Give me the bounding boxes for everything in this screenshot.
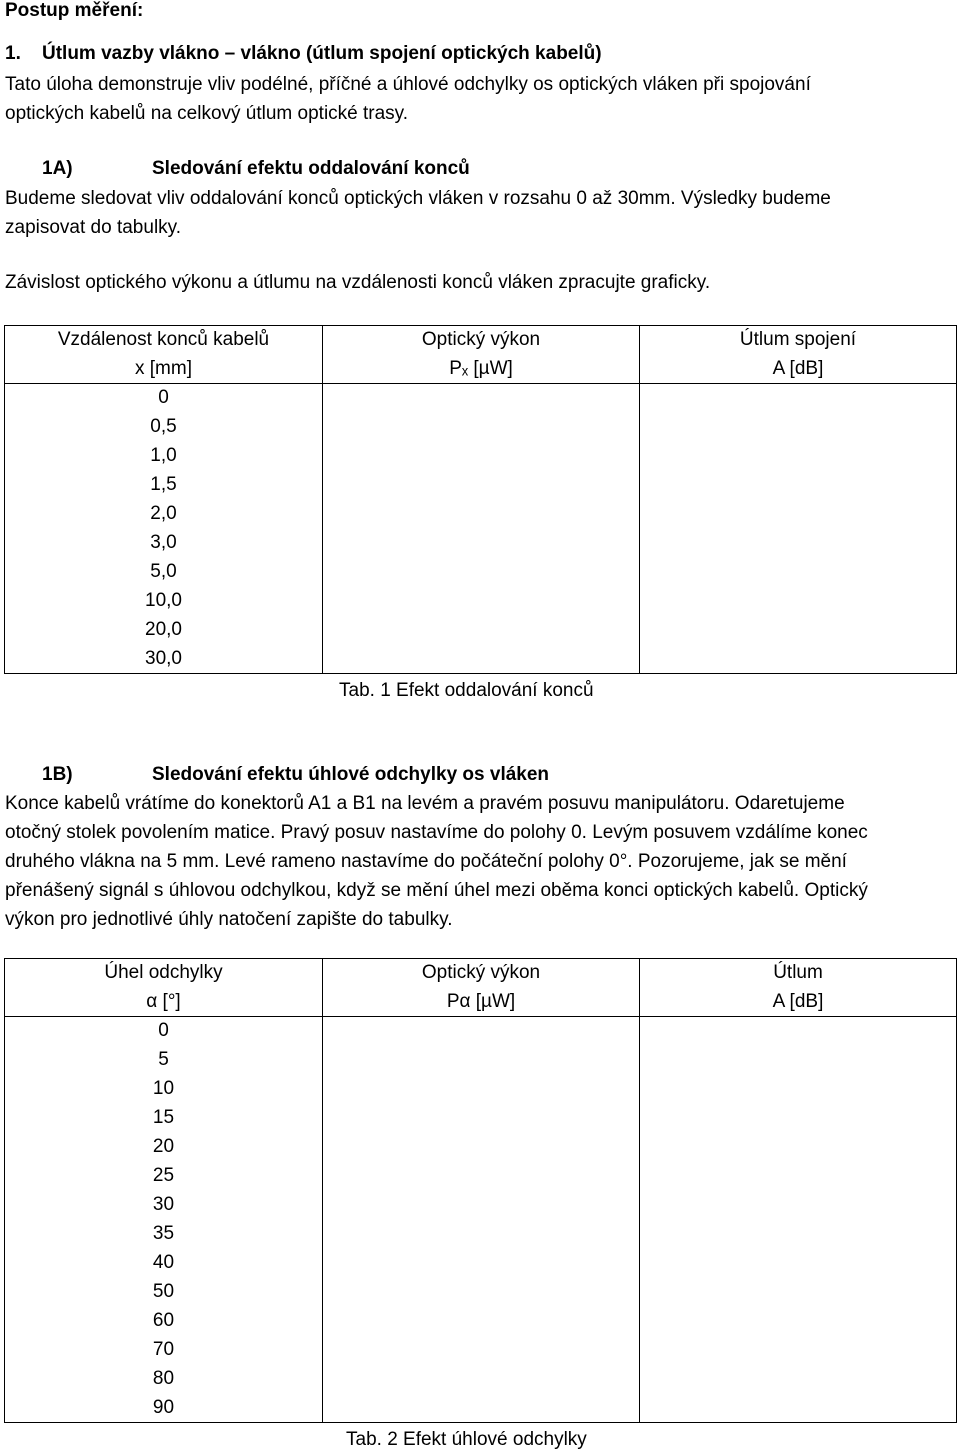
table2-cell-angle: 15: [5, 1104, 323, 1133]
table2-cell-power: [323, 1046, 640, 1075]
table2-caption: Tab. 2 Efekt úhlové odchylky: [346, 1429, 587, 1450]
table1-cell-distance: 0: [5, 384, 323, 413]
page-heading: Postup měření:: [5, 0, 144, 21]
table1-cell-distance: 1,0: [5, 442, 323, 471]
table1-cell-distance: 2,0: [5, 500, 323, 529]
table2-cell-power: [323, 1075, 640, 1104]
section1b-text-line: přenášený signál s úhlovou odchylkou, když se mění úhel mezi oběma konci optických kabelů. Optický: [5, 880, 868, 901]
table2-cell-attenuation: [640, 1307, 957, 1336]
table2-cell-attenuation: [640, 1133, 957, 1162]
section1-number: 1.: [5, 43, 21, 64]
table2-cell-power: [323, 1278, 640, 1307]
section1a-text: [5, 184, 955, 242]
table1-cell-attenuation: [640, 645, 957, 674]
section1a-note: Závislost optického výkonu a útlumu na vzdálenosti konců vláken zpracujte graficky.: [5, 272, 711, 293]
table2-cell-attenuation: [640, 1249, 957, 1278]
table1-cell-power: [323, 384, 640, 413]
table1-cell-power: [323, 413, 640, 442]
table1-cell-distance: 0,5: [5, 413, 323, 442]
table2-cell-attenuation: [640, 1046, 957, 1075]
table-2: [4, 958, 957, 1423]
table2-cell-power: [323, 1133, 640, 1162]
table1-cell-attenuation: [640, 471, 957, 500]
table2-cell-angle: 5: [5, 1046, 323, 1075]
section1b-label: 1B): [42, 764, 73, 785]
table2-header-attenuation-unit: A [dB]: [640, 988, 957, 1017]
table1-cell-power: [323, 587, 640, 616]
table1-cell-distance: 20,0: [5, 616, 323, 645]
table1-cell-distance: 3,0: [5, 529, 323, 558]
section1b-text-line: otočný stolek povolením matice. Pravý posuv nastavíme do polohy 0. Levým posuvem vzdálíme konec: [5, 822, 868, 843]
table2-cell-attenuation: [640, 1365, 957, 1394]
table2-cell-angle: 50: [5, 1278, 323, 1307]
table2-cell-power: [323, 1365, 640, 1394]
table1-cell-power: [323, 471, 640, 500]
table1-header-distance: Vzdálenost konců kabelů: [5, 326, 323, 355]
table2-cell-power: [323, 1191, 640, 1220]
section1-intro-line: optických kabelů na celkový útlum optické trasy.: [5, 103, 409, 124]
table1-cell-distance: 1,5: [5, 471, 323, 500]
table2-cell-angle: 0: [5, 1017, 323, 1046]
section1b-text-line: Konce kabelů vrátíme do konektorů A1 a B1 na levém a pravém posuvu manipulátoru. Odaretujeme: [5, 793, 845, 814]
table2-cell-angle: 35: [5, 1220, 323, 1249]
table2-cell-power: [323, 1017, 640, 1046]
table2-cell-angle: 90: [5, 1394, 323, 1423]
table1-header-power-unit: Pₓ [µW]: [323, 355, 640, 384]
table2-cell-attenuation: [640, 1336, 957, 1365]
table2-cell-attenuation: [640, 1191, 957, 1220]
table2-cell-angle: 40: [5, 1249, 323, 1278]
table2-cell-power: [323, 1104, 640, 1133]
table1-header-attenuation: Útlum spojení: [640, 326, 957, 355]
table1-cell-power: [323, 558, 640, 587]
section1-title: Útlum vazby vlákno – vlákno (útlum spojení optických kabelů): [42, 43, 602, 64]
table1-cell-power: [323, 645, 640, 674]
table2-cell-attenuation: [640, 1104, 957, 1133]
section1a-text-line: Budeme sledovat vliv oddalování konců optických vláken v rozsahu 0 až 30mm. Výsledky budeme: [5, 188, 831, 209]
table1-header-attenuation-unit: A [dB]: [640, 355, 957, 384]
table1-cell-distance: 30,0: [5, 645, 323, 674]
table2-cell-attenuation: [640, 1075, 957, 1104]
table1-caption: Tab. 1 Efekt oddalování konců: [339, 680, 594, 701]
table2-cell-power: [323, 1336, 640, 1365]
section1a-title: Sledování efektu oddalování konců: [152, 158, 470, 179]
table2-cell-power: [323, 1220, 640, 1249]
table-1: [4, 325, 957, 674]
table1-cell-attenuation: [640, 587, 957, 616]
table2-cell-attenuation: [640, 1017, 957, 1046]
table1-cell-power: [323, 529, 640, 558]
table2-cell-power: [323, 1307, 640, 1336]
table1-cell-attenuation: [640, 442, 957, 471]
table2-header-power: Optický výkon: [323, 959, 640, 988]
table1-cell-attenuation: [640, 500, 957, 529]
section1b-text-line: výkon pro jednotlivé úhly natočení zapište do tabulky.: [5, 909, 453, 930]
table2-cell-angle: 60: [5, 1307, 323, 1336]
table1-header-distance-unit: x [mm]: [5, 355, 323, 384]
table1-cell-attenuation: [640, 529, 957, 558]
table2-cell-attenuation: [640, 1394, 957, 1423]
section1a-text-line: zapisovat do tabulky.: [5, 217, 182, 238]
table1-cell-attenuation: [640, 413, 957, 442]
table1-cell-power: [323, 616, 640, 645]
section1b-title: Sledování efektu úhlové odchylky os vláken: [152, 764, 550, 785]
table1-cell-attenuation: [640, 384, 957, 413]
section1a-label: 1A): [42, 158, 73, 179]
table2-cell-angle: 25: [5, 1162, 323, 1191]
section1b-text: [5, 789, 955, 934]
table2-header-angle: Úhel odchylky: [5, 959, 323, 988]
table1-cell-attenuation: [640, 558, 957, 587]
table2-cell-attenuation: [640, 1278, 957, 1307]
table1-header-power: Optický výkon: [323, 326, 640, 355]
section1-intro: [5, 70, 955, 128]
table1-cell-attenuation: [640, 616, 957, 645]
table2-cell-power: [323, 1394, 640, 1423]
table2-cell-power: [323, 1162, 640, 1191]
table2-cell-power: [323, 1249, 640, 1278]
table2-cell-angle: 80: [5, 1365, 323, 1394]
table2-cell-attenuation: [640, 1162, 957, 1191]
table2-cell-angle: 10: [5, 1075, 323, 1104]
table2-cell-angle: 20: [5, 1133, 323, 1162]
table2-cell-attenuation: [640, 1220, 957, 1249]
section1-intro-line: Tato úloha demonstruje vliv podélné, příčné a úhlové odchylky os optických vláken při spojování: [5, 74, 811, 95]
table1-cell-power: [323, 500, 640, 529]
section1b-text-line: druhého vlákna na 5 mm. Levé rameno nastavíme do počáteční polohy 0°. Pozorujeme, jak se mění: [5, 851, 847, 872]
table2-header-power-unit: Pα [µW]: [323, 988, 640, 1017]
table1-cell-distance: 5,0: [5, 558, 323, 587]
table2-cell-angle: 30: [5, 1191, 323, 1220]
table2-cell-angle: 70: [5, 1336, 323, 1365]
table2-header-attenuation: Útlum: [640, 959, 957, 988]
table1-cell-power: [323, 442, 640, 471]
table1-cell-distance: 10,0: [5, 587, 323, 616]
table2-header-angle-unit: α [°]: [5, 988, 323, 1017]
